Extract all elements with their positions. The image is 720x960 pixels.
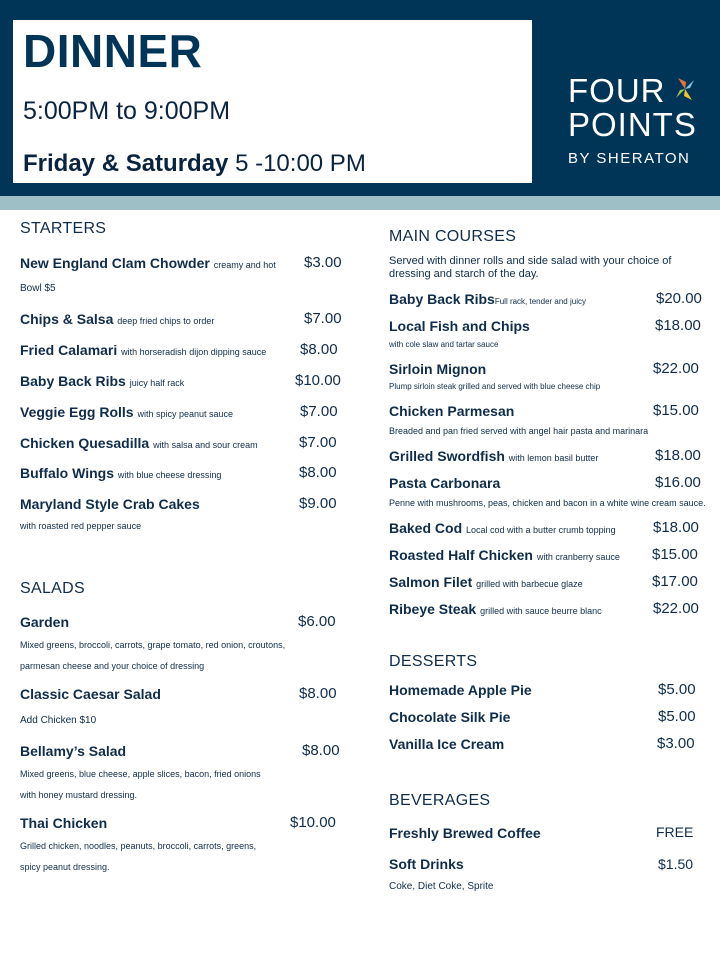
divider-band	[0, 196, 720, 210]
list-item	[389, 574, 583, 590]
list-item	[389, 448, 598, 464]
item-price: $5.00	[658, 708, 696, 725]
item-price: $7.00	[299, 434, 337, 451]
list-item	[20, 342, 266, 358]
item-price: $15.00	[652, 546, 698, 563]
item-desc: with spicy peanut sauce	[137, 409, 234, 419]
item-name: Baked Cod	[389, 520, 463, 536]
item-note: spicy peanut dressing.	[20, 862, 110, 872]
item-price: $10.00	[295, 372, 341, 389]
item-note: with roasted red pepper sauce	[20, 521, 142, 531]
item-name: Sirloin Mignon	[389, 361, 487, 377]
item-name: Bellamy’s Salad	[20, 743, 127, 759]
item-name: Freshly Brewed Coffee	[389, 825, 541, 841]
starters-heading: STARTERS	[20, 220, 107, 237]
list-item	[389, 291, 586, 307]
list-item	[389, 318, 530, 334]
item-name: Vanilla Ice Cream	[389, 736, 505, 752]
item-price: $8.00	[299, 464, 337, 481]
item-note: Mixed greens, blue cheese, apple slices, bacon, fried onions	[20, 769, 261, 779]
list-item	[20, 686, 161, 702]
list-item	[20, 435, 258, 451]
list-item	[389, 403, 514, 419]
item-name: Roasted Half Chicken	[389, 547, 533, 563]
item-price: $17.00	[652, 573, 698, 590]
list-item	[389, 601, 602, 617]
item-name: Pasta Carbonara	[389, 475, 501, 491]
item-name: Grilled Swordfish	[389, 448, 505, 464]
item-desc: grilled with sauce beurre blanc	[480, 606, 602, 616]
list-item	[389, 856, 464, 872]
list-item	[389, 682, 532, 698]
item-price: $5.00	[658, 681, 696, 698]
item-name: Salmon Filet	[389, 574, 473, 590]
item-price: $15.00	[653, 402, 699, 419]
item-note: Breaded and pan fried served with angel hair pasta and marinara	[389, 426, 649, 436]
item-note: Penne with mushrooms, peas, chicken and bacon in a white wine cream sauce.	[389, 498, 706, 508]
logo-line-points: POINTS	[568, 106, 697, 143]
item-name: Thai Chicken	[20, 815, 108, 831]
item-name: Chicken Quesadilla	[20, 435, 150, 451]
item-desc: deep fried chips to order	[117, 316, 215, 326]
item-desc: juicy half rack	[129, 378, 185, 388]
item-note: Plump sirloin steak grilled and served with blue cheese chip	[389, 382, 601, 391]
item-price: $3.00	[304, 254, 342, 271]
dinner-hours: 5:00PM to 9:00PM	[23, 97, 231, 125]
item-note: Bowl $5	[20, 283, 56, 294]
item-desc: with salsa and sour cream	[153, 440, 258, 450]
list-item	[389, 825, 541, 841]
item-price: $18.00	[655, 317, 701, 334]
list-item	[389, 361, 486, 377]
item-name: Maryland Style Crab Cakes	[20, 496, 200, 512]
item-price: $1.50	[658, 856, 694, 872]
item-name: Chips & Salsa	[20, 311, 114, 327]
item-price: $3.00	[657, 735, 695, 752]
pinwheel-icon	[674, 76, 696, 102]
list-item	[20, 255, 276, 271]
main-courses-intro: Served with dinner rolls and side salad with your choice of dressing and starch of the day.	[389, 255, 672, 280]
item-price: $20.00	[656, 290, 702, 307]
item-desc: with lemon basil butter	[508, 453, 599, 463]
item-name: Classic Caesar Salad	[20, 686, 161, 702]
item-name: Local Fish and Chips	[389, 318, 530, 334]
item-name: Garden	[20, 614, 70, 630]
header-banner	[0, 0, 720, 196]
item-name: Chicken Parmesan	[389, 403, 515, 419]
item-name: Veggie Egg Rolls	[20, 404, 134, 420]
weekend-days: Friday & Saturday	[23, 150, 229, 177]
item-name: Homemade Apple Pie	[389, 682, 532, 698]
item-price: $8.00	[300, 341, 338, 358]
item-price: $6.00	[298, 613, 336, 630]
item-note: parmesan cheese and your choice of dressing	[20, 661, 205, 671]
item-desc: grilled with barbecue glaze	[476, 579, 583, 589]
item-price: $16.00	[655, 474, 701, 491]
item-name: Ribeye Steak	[389, 601, 477, 617]
item-note: Mixed greens, broccoli, carrots, grape tomato, red onion, croutons,	[20, 640, 286, 650]
four-points-logo	[568, 72, 698, 172]
item-name: Baby Back Ribs	[20, 373, 126, 389]
item-price: $7.00	[300, 403, 338, 420]
item-note: Coke, Diet Coke, Sprite	[389, 881, 494, 892]
item-desc: with blue cheese dressing	[117, 470, 222, 480]
item-name: Baby Back Ribs	[389, 291, 495, 307]
weekend-hours	[23, 150, 366, 178]
item-price: $22.00	[653, 600, 699, 617]
logo-line-sheraton: BY SHERATON	[568, 150, 691, 167]
item-price: FREE	[656, 824, 694, 840]
item-name: Chocolate Silk Pie	[389, 709, 511, 725]
list-item	[389, 709, 510, 725]
main-courses-heading: MAIN COURSES	[389, 228, 517, 245]
item-note: Add Chicken $10	[20, 715, 97, 726]
weekend-time: 5 -10:00 PM	[228, 150, 366, 177]
item-desc: creamy and hot	[213, 260, 276, 270]
list-item	[389, 475, 500, 491]
list-item	[20, 815, 107, 831]
item-note: Grilled chicken, noodles, peanuts, broccoli, carrots, greens,	[20, 841, 257, 851]
beverages-heading: BEVERAGES	[389, 792, 491, 809]
item-price: $8.00	[302, 742, 340, 759]
item-price: $7.00	[304, 310, 342, 327]
item-price: $10.00	[290, 814, 336, 831]
item-desc: Full rack, tender and juicy	[494, 297, 586, 306]
item-name: Buffalo Wings	[20, 465, 114, 481]
title-box	[13, 20, 532, 183]
list-item	[389, 547, 620, 563]
list-item	[20, 743, 126, 759]
item-name: Soft Drinks	[389, 856, 464, 872]
list-item	[389, 736, 504, 752]
item-desc: Local cod with a butter crumb topping	[466, 525, 616, 535]
item-name: New England Clam Chowder	[20, 255, 210, 271]
list-item	[20, 496, 200, 512]
desserts-heading: DESSERTS	[389, 653, 478, 670]
list-item	[389, 520, 616, 536]
logo-line-four: FOUR	[568, 72, 666, 109]
menu-title: DINNER	[23, 25, 203, 77]
item-price: $9.00	[299, 495, 337, 512]
salads-heading: SALADS	[20, 580, 85, 597]
list-item	[20, 465, 221, 481]
item-price: $22.00	[653, 360, 699, 377]
item-note: with honey mustard dressing.	[20, 790, 138, 800]
item-desc: with cranberry sauce	[536, 552, 620, 562]
item-desc: with horseradish dijon dipping sauce	[121, 347, 267, 357]
item-price: $8.00	[299, 685, 337, 702]
list-item	[20, 373, 184, 389]
list-item	[20, 614, 69, 630]
list-item	[20, 311, 214, 327]
item-note: with cole slaw and tartar sauce	[389, 340, 499, 349]
list-item	[20, 404, 233, 420]
item-price: $18.00	[653, 519, 699, 536]
item-price: $18.00	[655, 447, 701, 464]
item-name: Fried Calamari	[20, 342, 118, 358]
